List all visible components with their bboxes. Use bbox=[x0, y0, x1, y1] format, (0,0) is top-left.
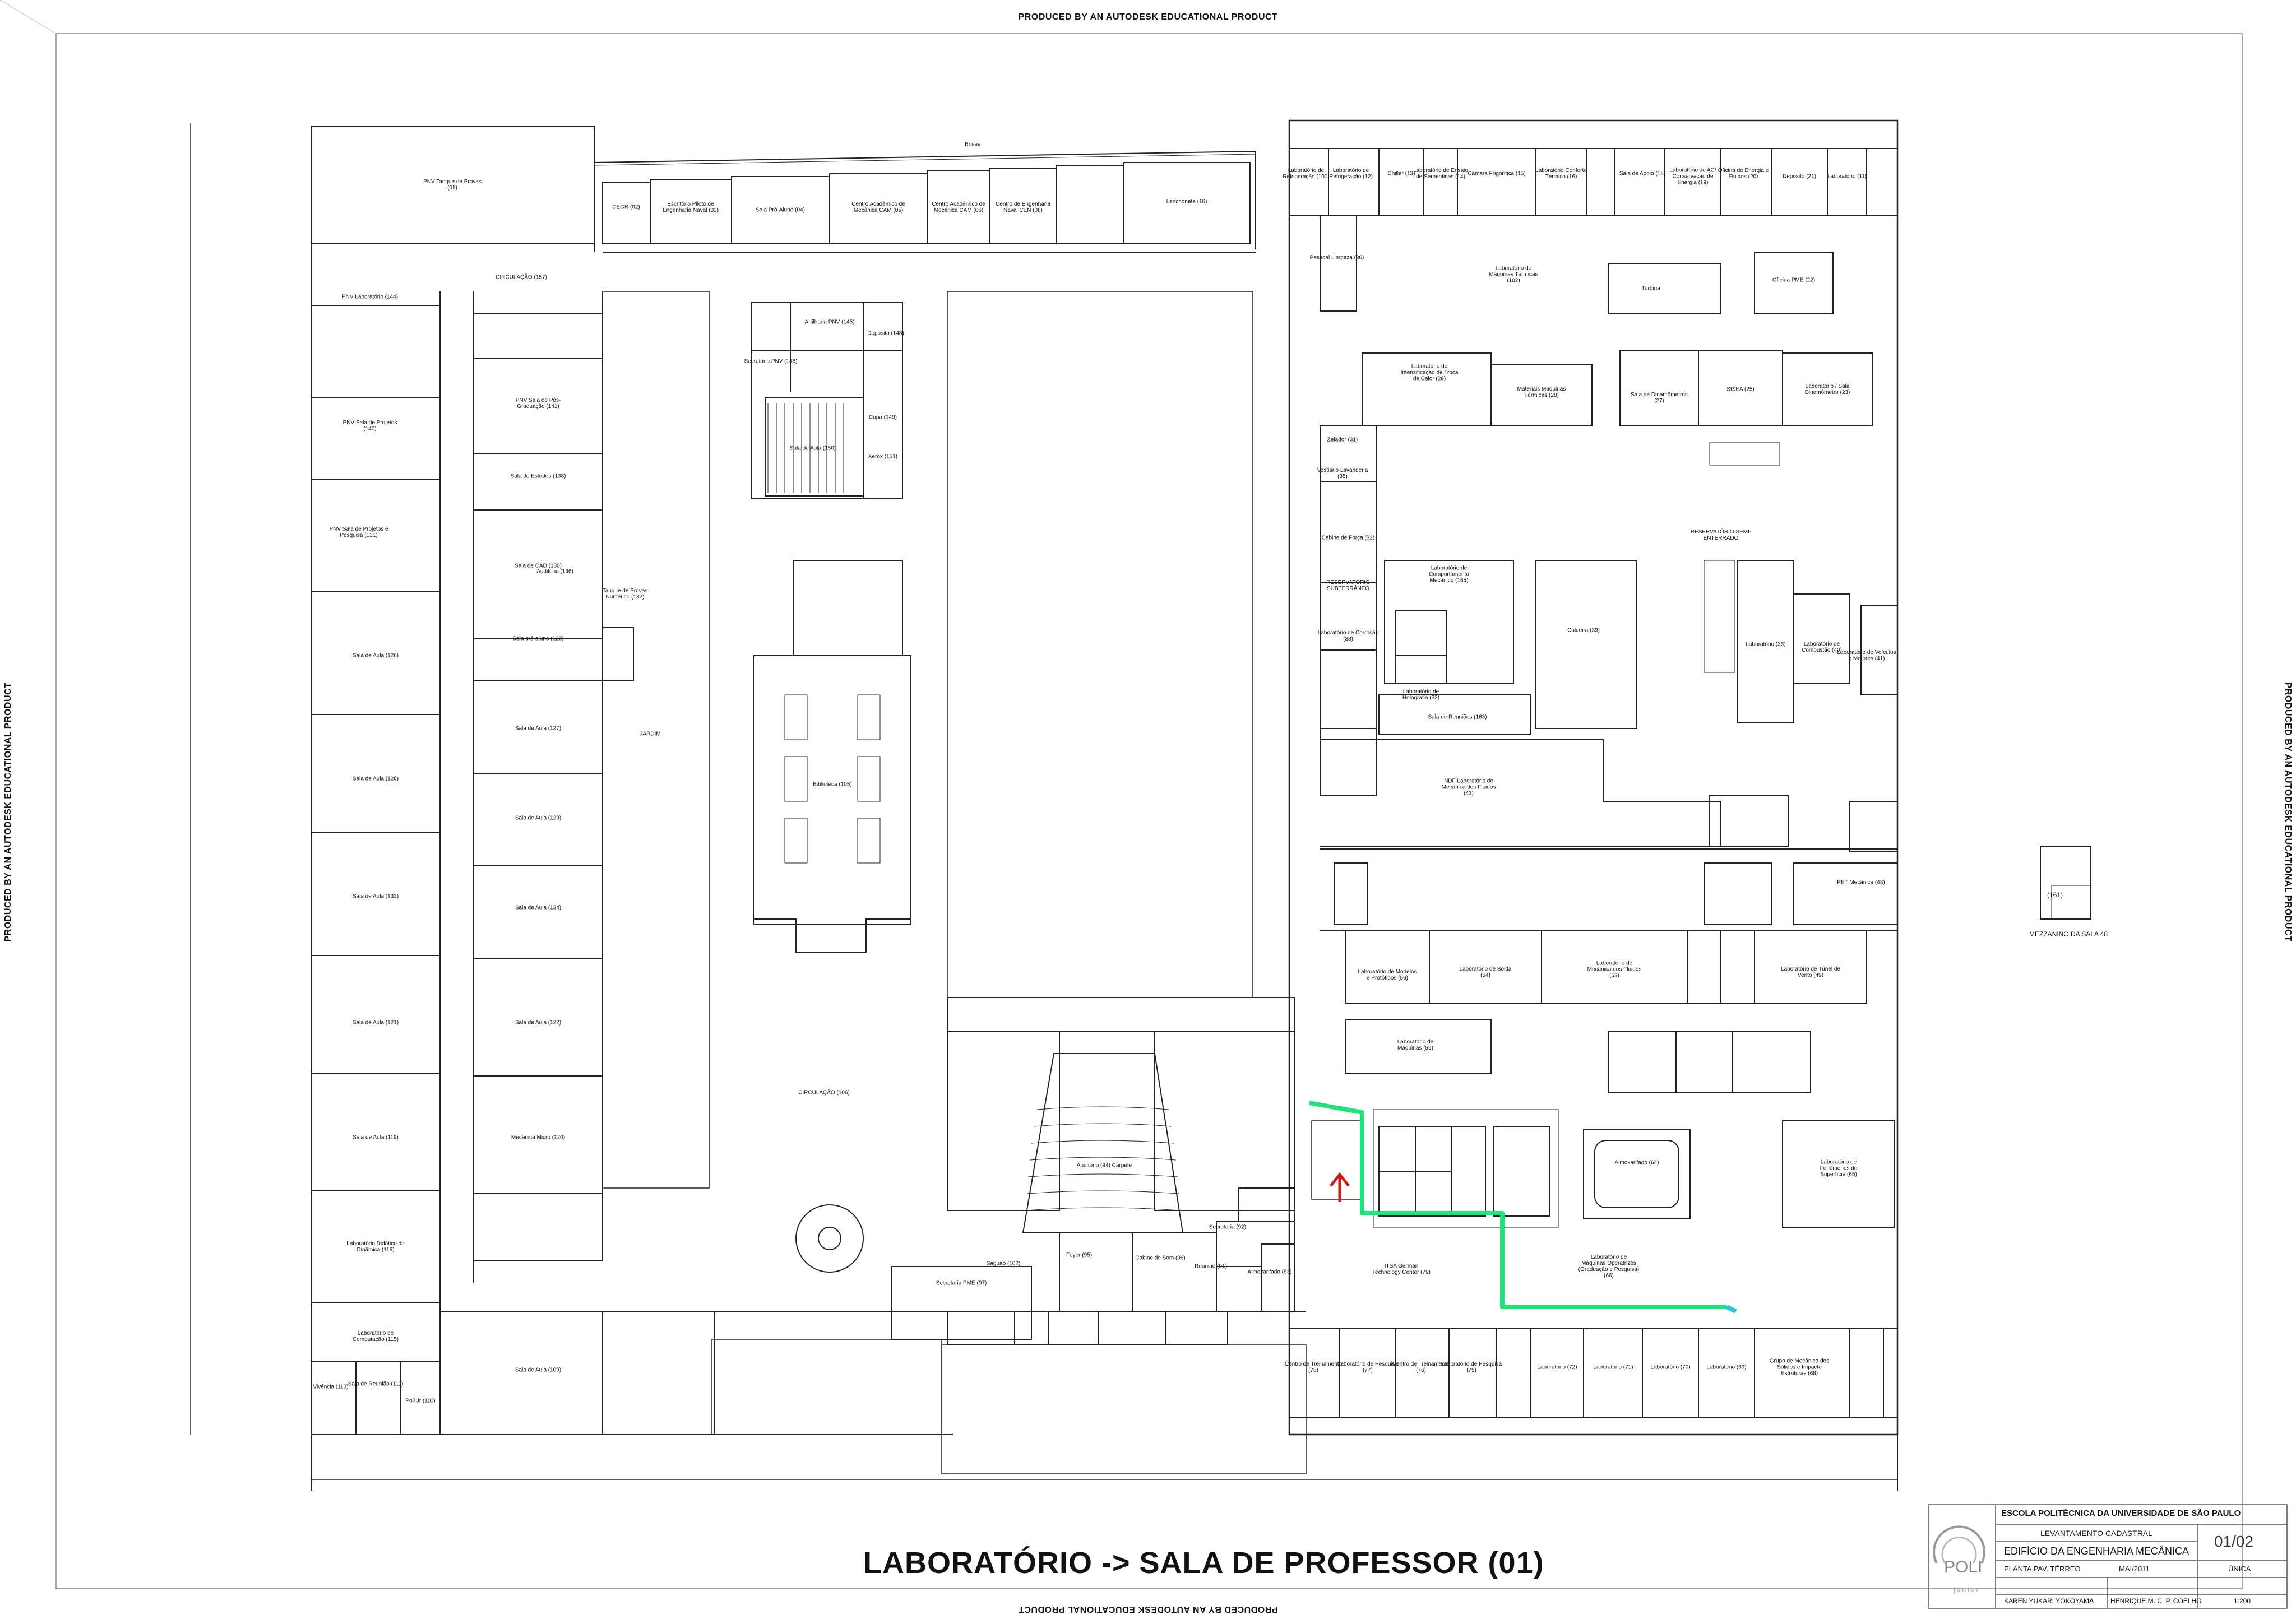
room-label: Centro de Engenharia Naval CEN (08) bbox=[996, 201, 1050, 214]
room-label: RESERVATÓRIO SEMI-ENTERRADO bbox=[1690, 529, 1752, 541]
room-label: Sala de Aula (127) bbox=[515, 725, 562, 732]
room-label: Laboratório (69) bbox=[1706, 1364, 1747, 1371]
room-label: Laboratório de Máquinas Operatrizes (Graduação e Pesquisa) (66) bbox=[1578, 1254, 1640, 1279]
room-label: Sala de Aula (129) bbox=[515, 815, 562, 822]
room-label: Secretaria PNV (148) bbox=[744, 358, 798, 365]
room-label: Sala de CAD (130) bbox=[515, 563, 562, 569]
room-label: Xerox (151) bbox=[868, 453, 898, 460]
room-label: Sala de Dinamômetros (27) bbox=[1631, 392, 1688, 404]
room-label: PNV Sala de Projetos (140) bbox=[342, 420, 397, 432]
room-label: Laboratório de Comportamento Mecânico (165) bbox=[1429, 565, 1469, 584]
room-label: RESERVATÓRIO SUBTERRÂNEO bbox=[1326, 579, 1370, 592]
room-label: SISEA (25) bbox=[1726, 386, 1755, 393]
tb-scale: 1:200 bbox=[2234, 1597, 2251, 1605]
room-label: PNV Tanque de Provas (01) bbox=[423, 179, 482, 191]
room-label: Sala de Reunião (111) bbox=[348, 1381, 404, 1388]
room-label: Sala de Aula (134) bbox=[515, 904, 562, 911]
room-label: Laboratório (11) bbox=[1827, 173, 1867, 180]
room-label: NDF Laboratório de Mecânica dos Fluidos (43) bbox=[1441, 778, 1496, 797]
watermark-right: PRODUCED BY AN AUTODESK EDUCATIONAL PRODUCT bbox=[2283, 682, 2293, 942]
room-label: Zelador (31) bbox=[1327, 437, 1358, 443]
tb-building: EDIFÍCIO DA ENGENHARIA MECÂNICA bbox=[2004, 1546, 2189, 1557]
room-label: Centro de Treinamento (78) bbox=[1284, 1361, 1343, 1374]
room-label: CEGN (02) bbox=[612, 204, 640, 211]
tb-survey: LEVANTAMENTO CADASTRAL bbox=[2040, 1529, 2152, 1538]
room-label: Laboratório de Refrigeração (12) bbox=[1329, 168, 1373, 180]
room-label: CIRCULAÇÃO (106) bbox=[798, 1089, 850, 1096]
room-label: Laboratório de Combustão (40) bbox=[1802, 641, 1842, 653]
room-label: Centro Acadêmico de Mecânica CAM (06) bbox=[932, 201, 985, 214]
room-label: Sala de Apoio (18) bbox=[1619, 170, 1666, 177]
room-label: Auditório (94) Carpete bbox=[1076, 1162, 1132, 1169]
room-label: Laboratório de Computação (115) bbox=[352, 1330, 399, 1343]
room-label: Pessoal Limpeza (30) bbox=[1309, 254, 1364, 261]
room-label: Laboratório de Holografia (33) bbox=[1402, 689, 1440, 701]
room-label: Sala de Aula (122) bbox=[515, 1019, 562, 1026]
tb-date: MAI/2011 bbox=[2119, 1565, 2150, 1573]
room-label: Centro Acadêmico de Mecânica CAM (05) bbox=[851, 201, 905, 214]
room-label: Laboratório de Pesquisa (75) bbox=[1441, 1361, 1502, 1374]
room-label: Depósito (21) bbox=[1782, 173, 1817, 180]
plan-title: LABORATÓRIO -> SALA DE PROFESSOR (01) bbox=[863, 1546, 1544, 1580]
sheet-border bbox=[56, 34, 2242, 1589]
room-label: Grupo de Mecânica dos Sólidos e Impacto Estruturas (68) bbox=[1769, 1358, 1830, 1377]
room-label: Cabine de Força (32) bbox=[1321, 535, 1375, 541]
room-label: PNV Laboratório (144) bbox=[341, 294, 399, 300]
tb-logo-sub: júnior bbox=[1954, 1586, 1980, 1594]
room-label: Turbina bbox=[1641, 285, 1660, 292]
room-label: Mecânica Micro (120) bbox=[511, 1134, 566, 1141]
room-label: Laboratório de Refrigeração (100) bbox=[1283, 168, 1330, 180]
mezzanine-caption: MEZZANINO DA SALA 48 bbox=[2029, 930, 2108, 938]
watermark-left: PRODUCED BY AN AUTODESK EDUCATIONAL PRODUCT bbox=[3, 682, 13, 942]
room-label: Laboratório de Modelos e Protótipos (56) bbox=[1358, 969, 1417, 981]
room-label: Brises bbox=[965, 141, 980, 148]
room-label: Laboratório (71) bbox=[1593, 1364, 1633, 1371]
watermark-top: PRODUCED BY AN AUTODESK EDUCATIONAL PRODUCT bbox=[1018, 12, 1278, 22]
room-label: Poli Jr (110) bbox=[405, 1398, 436, 1404]
room-label: Sala de Aula (121) bbox=[352, 1019, 399, 1026]
room-label: Laboratório (70) bbox=[1650, 1364, 1691, 1371]
room-label: Laboratório de Mecânica dos Fluidos (53) bbox=[1587, 960, 1642, 979]
tb-sheet-desc: PLANTA PAV. TÉRREO bbox=[2004, 1565, 2081, 1573]
room-label: Biblioteca (105) bbox=[813, 781, 852, 788]
room-label: Laboratório de Solda (54) bbox=[1459, 966, 1512, 978]
room-label: Laboratório Conforto Térmico (16) bbox=[1535, 168, 1587, 180]
room-label: PET Mecânica (48) bbox=[1837, 879, 1885, 886]
room-label: Centro de Treinamento (76) bbox=[1392, 1361, 1450, 1374]
room-label: Sala Pró-Aluno (04) bbox=[756, 207, 805, 214]
room-label: Secretaria PME (97) bbox=[936, 1280, 987, 1287]
tb-responsible: HENRIQUE M. C. P. COELHO bbox=[2110, 1597, 2202, 1605]
room-label: Almoxarifado (64) bbox=[1614, 1159, 1659, 1166]
room-label: ITSA German Technology Center (79) bbox=[1372, 1263, 1431, 1275]
room-label: Oficina PME (22) bbox=[1772, 277, 1816, 284]
room-label: Sala de Aula (119) bbox=[353, 1134, 399, 1141]
room-label: Cabine de Som (96) bbox=[1135, 1255, 1186, 1261]
room-label: PNV Sala de Projetos e Pesquisa (131) bbox=[329, 526, 388, 539]
tb-sheet-number: 01/02 bbox=[2214, 1533, 2254, 1550]
room-label: Chiller (13) bbox=[1387, 170, 1415, 177]
room-label: Saguão (102) bbox=[986, 1260, 1021, 1267]
room-label: Copa (149) bbox=[868, 414, 897, 421]
tb-drawn-by: KAREN YUKARI YOKOYAMA bbox=[2004, 1597, 2094, 1605]
room-label: Laboratório de Túnel de Vento (49) bbox=[1780, 966, 1840, 978]
room-label: Laboratório de Máquinas Térmicas (102) bbox=[1489, 265, 1538, 284]
room-label: Tanque de Provas Numérico (132) bbox=[602, 588, 648, 600]
room-label: Laboratório de Veículos e Motores (41) bbox=[1837, 649, 1896, 662]
room-label: Laboratório de Máquinas (59) bbox=[1397, 1039, 1434, 1051]
room-label: Escritório Piloto de Engenharia Naval (03) bbox=[662, 201, 719, 214]
room-label: Sala de Reuniões (163) bbox=[1428, 714, 1487, 721]
room-label: Laboratório de Pesquisa (77) bbox=[1337, 1361, 1399, 1374]
mezzanine-room-label: (161) bbox=[2047, 891, 2063, 899]
room-label: Sala de Aula (150) bbox=[789, 445, 836, 452]
room-label: Laboratório de AC/ Conservação de Energia (19) bbox=[1669, 167, 1716, 186]
room-label: Oficina de Energia e Fluidos (20) bbox=[1718, 168, 1769, 180]
tb-revision: ÚNICA bbox=[2228, 1565, 2251, 1573]
room-label: Laboratório de Fenômenos de Superfície (65) bbox=[1820, 1159, 1858, 1178]
room-label: Vivência (113) bbox=[313, 1384, 349, 1390]
tb-school: ESCOLA POLITÉCNICA DA UNIVERSIDADE DE SÃO PAULO bbox=[2001, 1509, 2241, 1518]
room-label: Sala de Aula (128) bbox=[352, 776, 399, 782]
room-label: Laboratório de Intensificação de Troca de Calor (29) bbox=[1400, 363, 1459, 382]
room-label: CIRCULAÇÃO (157) bbox=[496, 274, 547, 281]
room-label: Laboratório / Sala Dinamômetro (23) bbox=[1804, 383, 1850, 396]
room-label: Câmara Frigorífica (15) bbox=[1468, 170, 1526, 177]
room-label: PNV Sala de Pós-Graduação (141) bbox=[515, 397, 561, 410]
room-label: Almoxarifado (83) bbox=[1247, 1269, 1292, 1275]
room-label: Foyer (95) bbox=[1066, 1252, 1093, 1259]
room-label: Materiais Máquinas Térmicas (28) bbox=[1517, 386, 1566, 398]
room-label: JARDIM bbox=[640, 731, 661, 737]
room-label: Caldeira (39) bbox=[1567, 627, 1600, 634]
room-label: Sala de Estudos (138) bbox=[510, 473, 566, 480]
room-label: Artilharia PNV (145) bbox=[804, 319, 855, 326]
room-label: Sala de Aula (133) bbox=[352, 893, 399, 900]
room-label: Laboratório (72) bbox=[1537, 1364, 1577, 1371]
room-label: Sala de Aula (126) bbox=[352, 652, 399, 659]
room-label: Depósito (148) bbox=[867, 330, 904, 337]
room-label: Laboratório Didático de Dinâmica (116) bbox=[346, 1241, 405, 1253]
room-label: Laboratório (36) bbox=[1746, 641, 1786, 648]
room-label: Vestiário Lavanderia (35) bbox=[1317, 467, 1368, 480]
room-label: Secretaria (92) bbox=[1209, 1224, 1247, 1231]
room-label: Sala de Aula (109) bbox=[515, 1367, 562, 1374]
mezzanine-inset bbox=[2040, 846, 2091, 919]
room-label: Laboratório de Ensaio de Serpentinas (14) bbox=[1413, 168, 1468, 180]
room-label: Sala pró-aluno (128) bbox=[512, 635, 564, 642]
room-label: Auditório (136) bbox=[536, 568, 573, 575]
room-label: Lanchonete (10) bbox=[1166, 198, 1207, 205]
watermark-bottom: PRODUCED BY AN AUTODESK EDUCATIONAL PRODUCT bbox=[1018, 1604, 1278, 1614]
room-label: Reunião (91) bbox=[1195, 1263, 1227, 1270]
room-label: Laboratório de Corrosão (38) bbox=[1317, 630, 1379, 642]
tb-logo-name: POLI bbox=[1944, 1558, 1983, 1576]
